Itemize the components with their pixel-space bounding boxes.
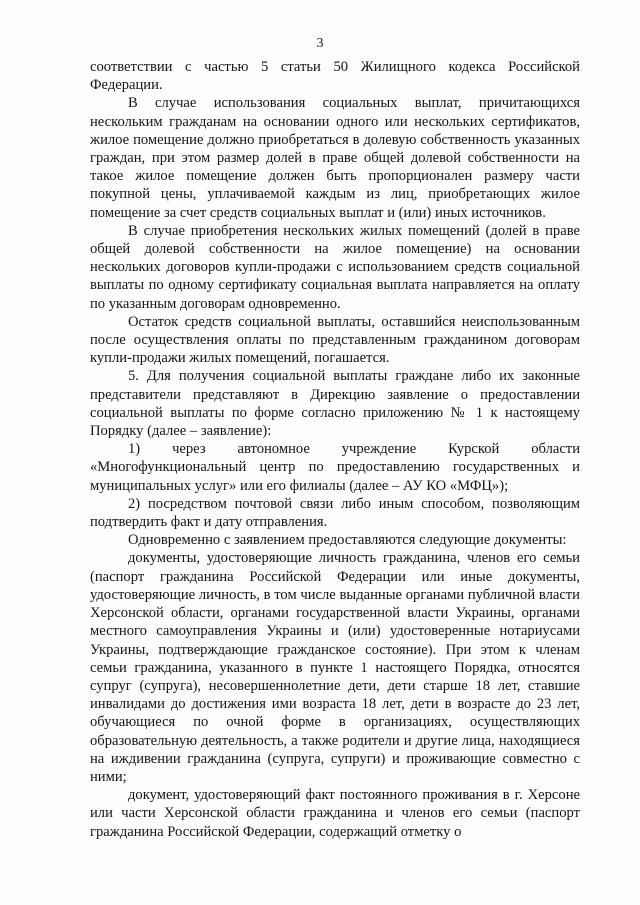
paragraph: В случае использования социальных выплат, причитающихся нескольким гражданам на основании одного или нескольких сертификатов, жилое помещение должно приобретаться в долевую собственность указанных граждан, при этом размер долей в праве общей долевой собственности на такое жилое помещение должен быть пропорционален размеру части покупной цены, уплачиваемой каждым из лиц, приобретающих жилое помещение за счет средств социальных выплат и (или) иных источников. bbox=[90, 95, 580, 221]
paragraph: 2) посредством почтовой связи либо иным способом, позволяющим подтвердить факт и дату отправления. bbox=[90, 495, 580, 531]
paragraph: документы, удостоверяющие личность гражданина, членов его семьи (паспорт гражданина Российской Федерации или иные документы, удостоверяющие личность, в том числе выданные органами публичной власти Херсонской области, органами государственной власти Украины, органами местного самоуправления Украины и (или) удостоверенные нотариусами Украины, подтверждающие гражданское состояние). При этом к членам семьи гражданина, указанного в пункте 1 настоящего Порядка, относятся супруг (супруга), несовершеннолетние дети, дети старше 18 лет, ставшие инвалидами до достижения ими возраста 18 лет, дети в возрасте до 23 лет, обучающиеся по очной форме в организациях, осуществляющих образовательную деятельность, а также родители и другие лица, находящиеся на иждивении гражданина (супруга, супруги) и проживающие совместно с ними; bbox=[90, 550, 580, 785]
page-number: 3 bbox=[316, 36, 324, 51]
paragraph: Одновременно с заявлением предоставляются следующие документы: bbox=[128, 532, 567, 549]
paragraph: документ, удостоверяющий факт постоянного проживания в г. Херсоне или части Херсонской области гражданина и членов его семьи (паспорт гражданина Российской Федерации, содержащий отметку о bbox=[90, 787, 580, 840]
paragraph: Остаток средств социальной выплаты, оставшийся неиспользованным после осуществления оплаты по представленным гражданином договорам купли-продажи жилых помещений, погашается. bbox=[90, 313, 580, 367]
paragraph: В случае приобретения нескольких жилых помещений (долей в праве общей долевой собственности на жилое помещение) на основании нескольких договоров купли-продажи с использованием средств социальной выплаты по одному сертификату социальная выплата направляется на оплату по указанным договорам одновременно. bbox=[90, 222, 580, 312]
paragraph: 1) через автономное учреждение Курской области «Многофункциональный центр по предоставлению государственных и муниципальных услуг» или его филиалы (далее – АУ КО «МФЦ»); bbox=[90, 441, 580, 494]
paragraph: 5. Для получения социальной выплаты граждане либо их законные представители представляют в Дирекцию заявление о предоставлении социальной выплаты по форме согласно приложению № 1 к настоящему Порядку (далее – заявление): bbox=[90, 368, 580, 440]
paragraph: соответствии с частью 5 статьи 50 Жилищного кодекса Российской Федерации. bbox=[90, 59, 580, 94]
document-body bbox=[90, 58, 580, 841]
